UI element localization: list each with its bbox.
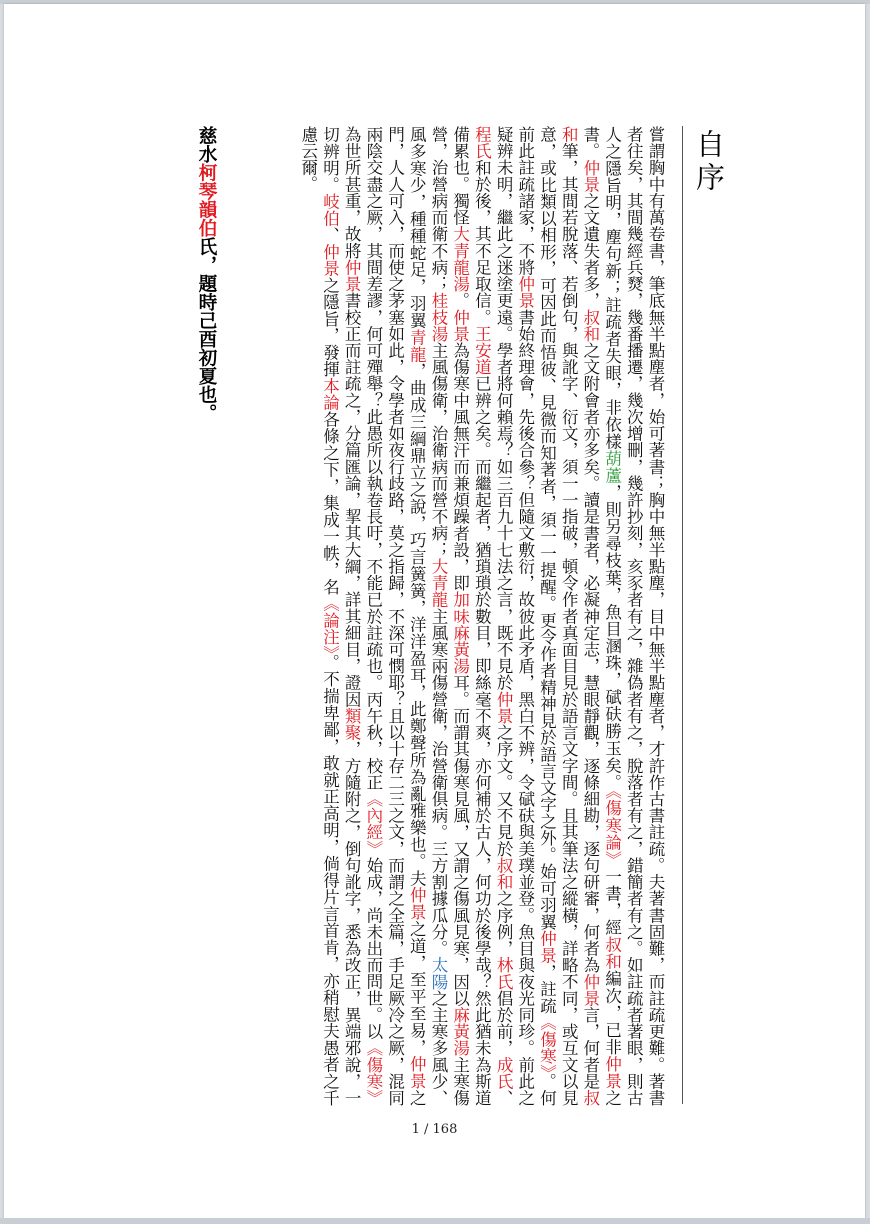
document-page <box>4 4 865 1218</box>
body-run: 倡於前， <box>494 989 514 1057</box>
body-run: ，曲成三綱鼎立之說，巧言簧簧，洋洋盈耳，此鄭聲所為亂雅樂也。夫 <box>407 362 427 887</box>
body-run: 仲景 <box>602 1055 622 1090</box>
body-run: 仲景 <box>494 690 514 725</box>
body-run: 大青龍湯 <box>450 225 470 293</box>
body-run: 為傷寒中風無汗而兼煩躁者設，即 <box>450 342 470 592</box>
body-run: 為世所甚重，故將 <box>342 126 362 259</box>
page-title: 自序 <box>692 129 726 195</box>
body-run: 筆，其間若脫落、若倒句，與訛字、衍文，須一一指破，頓令作者真面目見於語言文字間。且其筆法之縱橫，詳略不同，或互文以見意，或比類以相形，可因此而悟彼、見微而知著者，須一一提醒。更令作者精神見於語言文字之外。始可羽翼 <box>537 126 579 1106</box>
body-run: 言，何者是 <box>580 1006 600 1090</box>
body-run: 各條之下，集成一帙，名 <box>320 410 340 596</box>
body-run: 之隱旨，發揮 <box>320 276 340 378</box>
body-run: 和於後，其不足取信。 <box>472 159 492 326</box>
body-run: ，註疏 <box>537 963 557 1014</box>
body-run: 桂枝湯 <box>428 292 448 342</box>
body-run: 仲景 <box>320 243 340 277</box>
body-run: 之序文。又不見於 <box>494 724 514 857</box>
body-run: 大青龍 <box>428 557 448 608</box>
body-run: 仲景 <box>537 930 557 964</box>
body-run: 仲景 <box>342 258 362 293</box>
body-run: 嘗謂胸中有萬卷書，筆底無半點塵者，始可著書；胸中無半點塵，目中無半點塵者，才許作古書註疏。夫著書固難，而註疏更難。著書者往矣，其間幾經兵燹，幾番播遷，幾次增刪，幾許抄刻，亥豕者有之，雜偽者有之，脫落者有之，錯簡者有之。如註疏者著眼，則古人之隱旨明，塵句新；註疏者失眼，非依樣 <box>602 126 665 1106</box>
body-run: 青龍 <box>407 328 427 363</box>
body-run: 仲景 <box>407 886 427 921</box>
body-run: 林氏 <box>494 956 514 990</box>
body-run: 《傷寒論》 <box>602 790 622 868</box>
body-run: 。何前此註疏諸家，不將 <box>515 126 557 1106</box>
title-divider <box>682 126 683 1104</box>
body-run: 成氏 <box>494 1056 514 1090</box>
body-run: 岐伯 <box>320 193 340 227</box>
body-run: 《論注》 <box>320 595 340 654</box>
body-run: 之序例， <box>494 890 514 957</box>
body-run: 之主寒多風少、風多寒少，種種蛇足，羽翼 <box>407 126 448 1106</box>
body-run: 仲景 <box>450 308 470 342</box>
body-run: 書校正而註疏之，分篇匯論，挈其大綱，詳其細目，證因 <box>342 292 362 708</box>
body-run: 書始終理會，先後合參？但隨文敷衍，故彼此矛盾，黑白不辨，令碔砆與美璞並登。魚目與夜光同珍。前此之疑辨未明，繼此之迷塗更遠。學者將何賴焉？如三百九十七法之言，既不見於 <box>494 126 535 1106</box>
preface-body <box>244 126 666 1106</box>
page-number: 1 / 168 <box>411 1122 458 1137</box>
body-run: 之書。 <box>580 126 622 1106</box>
body-run: 麻黃湯 <box>450 1006 470 1057</box>
signature-run: 柯琴韻伯 <box>196 163 217 237</box>
body-run: 耳。而謂其傷寒見風，又謂之傷風見寒，因以 <box>450 674 470 1007</box>
body-run: 加味麻黃湯 <box>450 591 470 675</box>
body-run: 編次，已非 <box>602 970 622 1056</box>
body-run: 主風寒兩傷營衛，治營衛俱病。三方割據瓜分。 <box>428 607 448 957</box>
body-run: 之門，人人可入，而使之茅塞如此，令學者如夜行歧路，莫之指歸，不深可憫耶？且以十存二三之文，而謂之全篇，手足厥冷之厥，混同兩陰交盡之厥，其間差謬，何可殫舉？此愚所以執卷長吁，不能已於註疏也。丙午秋，校正 <box>363 126 427 1106</box>
body-run: 主風傷衛，治衛病而營不病； <box>428 341 448 558</box>
body-run: 仲景 <box>515 275 535 309</box>
body-run: 之道，至平至易， <box>407 920 427 1056</box>
body-run: 仲景 <box>407 1055 427 1090</box>
body-run: ，方隨附之，倒句訛字，悉為改正，異端邪說，一切辨明。 <box>320 126 362 1106</box>
body-run: 、 <box>494 1089 514 1106</box>
body-run: 仲景 <box>580 159 600 193</box>
body-run: 一書，經 <box>602 867 622 937</box>
body-run: 程氏 <box>472 126 492 160</box>
body-run: 叔和 <box>494 856 514 891</box>
viewer-bottom-bar <box>0 1218 870 1224</box>
body-run: 類聚 <box>342 707 362 741</box>
body-run: 之文遺失者多， <box>580 192 600 309</box>
signature-run: 氏，題時己酉初夏也。 <box>196 237 217 422</box>
body-run: 本論 <box>320 377 340 411</box>
body-run: 《內經》 <box>363 790 383 857</box>
body-run: 叔和 <box>602 936 622 971</box>
body-run: 《傷寒》 <box>537 1014 557 1073</box>
body-run: 主寒傷營，治營病而衛不病； <box>428 126 470 1106</box>
body-run: 王安道 <box>472 325 492 376</box>
body-run: 始成，尚未出而問世。以 <box>363 856 383 1040</box>
body-run: 葫蘆 <box>602 449 622 485</box>
body-run: 《傷寒》 <box>363 1039 383 1106</box>
body-run: 叔和 <box>580 308 600 342</box>
body-run: 叔和 <box>559 126 600 1106</box>
signature-line <box>194 126 218 726</box>
signature-run: 慈水 <box>196 126 217 163</box>
body-run: 之文附會者亦多矣。讀是書者，必凝神定志，慧眼靜觀，逐條細勘，逐句研審，何者為 <box>580 342 600 974</box>
body-run: 、 <box>320 226 340 244</box>
body-run: 。 <box>450 292 470 309</box>
body-run: 仲景 <box>580 973 600 1007</box>
body-run: 已辨之矣。而繼起者，猶瑣瑣於數目，即絲毫不爽，亦何補於古人，何功於後學哉？然此猶未為斯道備累也。獨怪 <box>450 126 492 1106</box>
body-run: 。不揣卑鄙，敢就正高明，倘得片言首肯，亦稍慰夫愚者之千慮云爾。 <box>298 126 340 1106</box>
body-run: ，則另尋枝葉，魚目溷珠，碔砆勝玉矣。 <box>602 484 622 791</box>
body-run: 太陽 <box>428 956 448 990</box>
